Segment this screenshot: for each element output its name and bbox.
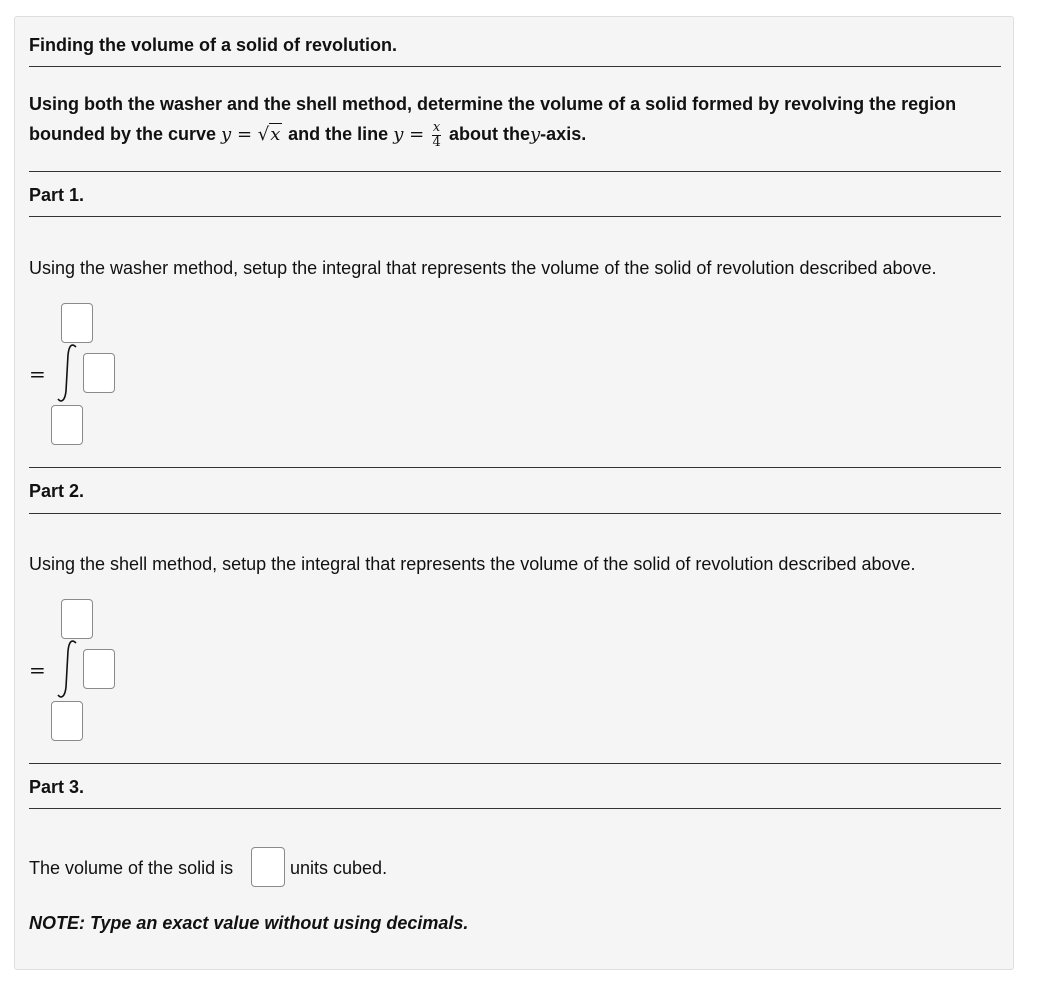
part1-equals: = (29, 362, 46, 386)
problem-prompt-line1: Using both the washer and the shell method, determine the volume of a solid formed by revolving the region (29, 94, 957, 114)
divider (29, 808, 1001, 809)
problem-title: Finding the volume of a solid of revolution. (29, 35, 397, 55)
fraction (432, 121, 441, 150)
prompt-text: about the (449, 124, 530, 144)
prompt-text: and the line (288, 124, 389, 144)
part3-text-before: The volume of the solid is (29, 858, 234, 878)
divider (29, 66, 1001, 67)
part2-equals: = (29, 658, 46, 682)
integral-sign-icon (55, 639, 81, 699)
sqrt-expression (258, 120, 283, 150)
part2-heading: Part 2. (29, 481, 85, 501)
volume-answer-input[interactable] (251, 847, 285, 887)
curve-equation (221, 124, 288, 145)
part1-instruction: Using the washer method, setup the integral that represents the volume of the solid of revolution described above. (29, 258, 937, 278)
divider (29, 763, 1001, 764)
fraction-denominator: 4 (432, 134, 441, 150)
part1-heading: Part 1. (29, 185, 85, 205)
eq-variable: y (221, 124, 232, 145)
eq-sign: = (236, 124, 253, 145)
part3-text-after: units cubed. (290, 858, 388, 878)
divider (29, 216, 1001, 217)
note-text: NOTE: Type an exact value without using decimals. (29, 913, 469, 933)
part2-instruction: Using the shell method, setup the integral that represents the volume of the solid of revolution described above. (29, 554, 916, 574)
integral-sign-icon (55, 343, 81, 403)
radicand: x (270, 124, 281, 145)
radical-sign: √ (257, 124, 270, 145)
divider (29, 171, 1001, 172)
eq-variable: y (393, 124, 404, 145)
part1-lower-limit-input[interactable] (51, 405, 83, 445)
divider (29, 513, 1001, 514)
prompt-text: -axis. (540, 124, 587, 144)
part3-heading: Part 3. (29, 777, 85, 797)
part2-upper-limit-input[interactable] (61, 599, 93, 639)
part2-integrand-input[interactable] (83, 649, 115, 689)
eq-sign: = (409, 124, 425, 145)
part2-lower-limit-input[interactable] (51, 701, 83, 741)
part1-integrand-input[interactable] (83, 353, 115, 393)
divider (29, 467, 1001, 468)
axis-variable: y (530, 124, 541, 145)
problem-card (14, 16, 1014, 970)
problem-prompt-line2 (29, 119, 586, 150)
part1-upper-limit-input[interactable] (61, 303, 93, 343)
fraction-numerator: x (432, 119, 441, 135)
prompt-text: bounded by the curve (29, 124, 217, 144)
line-equation (393, 119, 449, 150)
